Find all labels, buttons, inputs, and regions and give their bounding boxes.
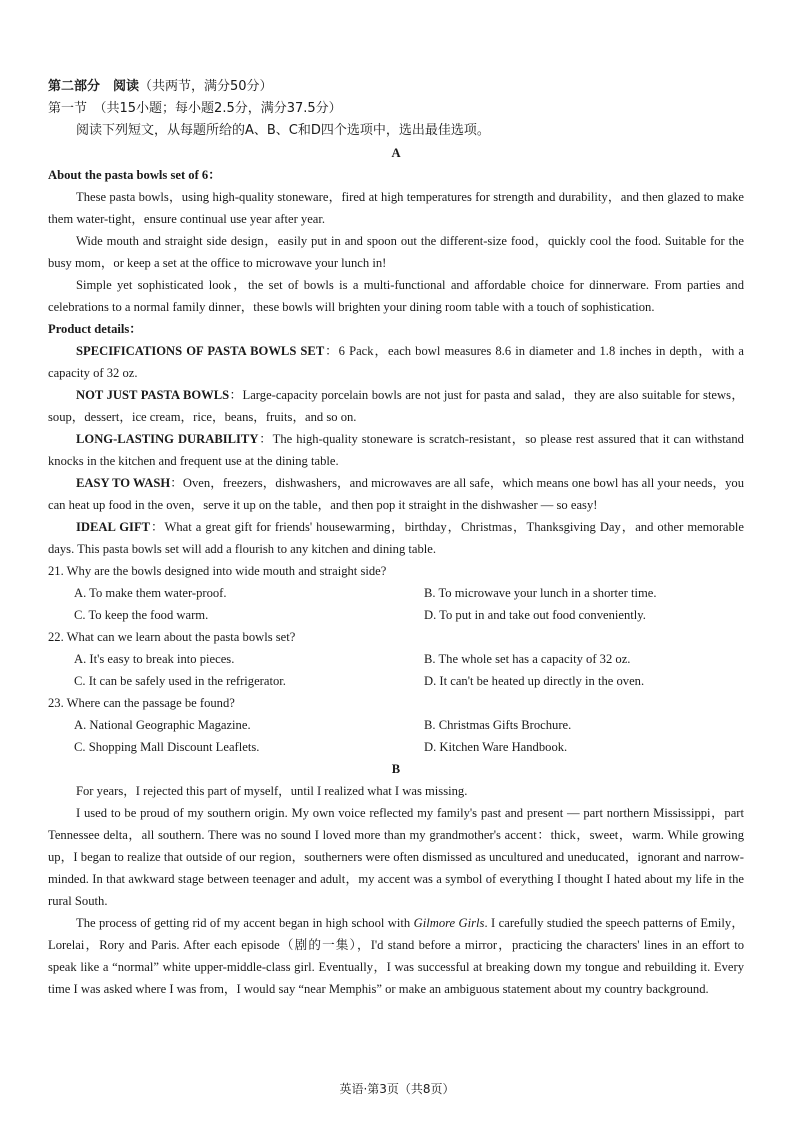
detail-text: ：What a great gift for friends' housewarming，birthday，Christmas，Thanksgiving Day，and other memorable days. This pasta bowls set will add a flourish to any kitchen and dining table. [48, 520, 745, 556]
paragraph: I used to be proud of my southern origin. My own voice reflected my family's past and present — part northern Mississippi，part Tennessee delta，all southern. There was no sound I loved more than my grandmother's accent：thick，sweet，warm. While growing up，I began to realize that outside of our region，southerners were often dismissed as uncultured and uneducated，ignorant and narrow-minded. In that awkward stage between teenager and adult，my accent was a symbol of everything I thought I hated about my life in the rural South. [48, 806, 744, 908]
option-b: B. Christmas Gifts Brochure. [424, 718, 572, 732]
section-heading: 第一节 （共15小题；每小题2.5分，满分37.5分） [48, 101, 342, 116]
detail-item [48, 340, 744, 384]
question-22-options [48, 648, 744, 692]
detail-term: EASY TO WASH [76, 476, 171, 490]
paragraph: These pasta bowls，using high-quality stoneware，fired at high temperatures for strength and durability，and then glazed to make them water-tight，ensure continual use year after year. [48, 190, 744, 226]
detail-item [48, 384, 744, 428]
passage-a-title: About the pasta bowls set of 6： [48, 168, 221, 182]
option-b: B. To microwave your lunch in a shorter time. [424, 586, 657, 600]
detail-item [48, 472, 744, 516]
instruction: 阅读下列短文，从每题所给的A、B、C和D四个选项中，选出最佳选项。 [76, 123, 490, 138]
detail-term: LONG-LASTING DURABILITY [76, 432, 259, 446]
show-title: Gilmore Girls [413, 916, 485, 930]
option-a: A. National Geographic Magazine. [74, 718, 251, 732]
option-a: A. To make them water-proof. [74, 586, 227, 600]
page-content [48, 76, 744, 1000]
text-run: . I carefully studied the speech patterns of Emily，Lorelai，Rory and Paris. After each episode（剧的一集），I'd stand before a mirror，practicing the characters' lines in an effort to speak like a “normal” white upper-middle-class girl. Eventually，I was successful at breaking down my tongue and rebuilding it. Every time I was asked where I was from，I would say “near Memphis” or make an ambiguous statement about my country background. [48, 916, 745, 996]
details-label: Product details： [48, 322, 142, 336]
detail-text: ：Oven，freezers，dishwashers，and microwaves are all safe，which means one bowl has all your needs，you can heat up food in the oven，serve it up on the table，and then pop it straight in the dishwasher — so easy! [48, 476, 744, 512]
option-c: C. To keep the food warm. [74, 608, 209, 622]
option-a: A. It's easy to break into pieces. [74, 652, 235, 666]
passage-b-letter: B [391, 762, 401, 776]
question-21-options [48, 582, 744, 626]
question-23-options [48, 714, 744, 758]
option-c: C. It can be safely used in the refrigerator. [74, 674, 286, 688]
detail-term: SPECIFICATIONS OF PASTA BOWLS SET [76, 344, 325, 358]
option-c: C. Shopping Mall Discount Leaflets. [74, 740, 260, 754]
detail-text: ：The high-quality stoneware is scratch-resistant，so please rest assured that it can withstand knocks in the kitchen and frequent use at the dining table. [48, 432, 744, 468]
question-23: 23. Where can the passage be found? [48, 696, 235, 710]
text-run: The process of getting rid of my accent began in high school with [76, 916, 414, 930]
paragraph: Wide mouth and straight side design，easily put in and spoon out the different-size food，quickly cool the food. Suitable for the busy mom，or keep a set at the office to microwave your lunch in! [48, 234, 744, 270]
detail-text: ：Large-capacity porcelain bowls are not just for pasta and salad，they are also suitable for stews，soup，dessert，ice cream，rice，beans，fruits，and so on. [48, 388, 745, 424]
detail-term: NOT JUST PASTA BOWLS [76, 388, 230, 402]
part-title: 第二部分 阅读 [48, 79, 140, 94]
detail-text: ：6 Pack，each bowl measures 8.6 in diameter and 1.8 inches in depth，with a capacity of 32 oz. [48, 344, 744, 380]
paragraph: Simple yet sophisticated look，the set of bowls is a multi-functional and affordable choice for dinnerware. From parties and celebrations to a normal family dinner，these bowls will brighten your dining room table with a touch of sophistication. [48, 278, 744, 314]
question-21: 21. Why are the bowls designed into wide mouth and straight side? [48, 564, 387, 578]
paragraph: For years，I rejected this part of myself，until I realized what I was missing. [76, 784, 468, 798]
passage-a-letter: A [391, 146, 401, 160]
detail-item [48, 428, 744, 472]
detail-term: IDEAL GIFT [76, 520, 151, 534]
part-score: （共两节，满分50分） [139, 79, 273, 94]
paragraph [48, 912, 744, 1000]
page-footer: 英语·第3页（共8页） [339, 1082, 455, 1096]
option-d: D. Kitchen Ware Handbook. [424, 740, 568, 754]
option-b: B. The whole set has a capacity of 32 oz. [424, 652, 631, 666]
question-22: 22. What can we learn about the pasta bowls set? [48, 630, 296, 644]
detail-item [48, 516, 744, 560]
option-d: D. It can't be heated up directly in the oven. [424, 674, 645, 688]
option-d: D. To put in and take out food conveniently. [424, 608, 646, 622]
part-heading [48, 76, 744, 98]
